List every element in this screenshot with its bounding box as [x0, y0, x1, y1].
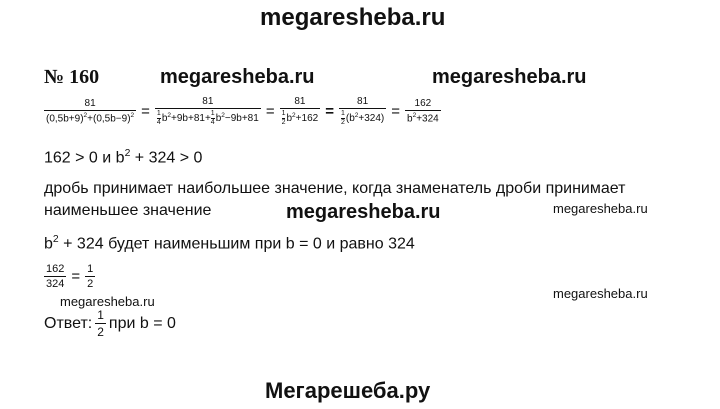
watermark-bottom: Мегарешеба.ру — [265, 378, 431, 403]
fraction-4-numerator: 81 — [357, 96, 369, 107]
fraction-4 — [339, 96, 386, 127]
answer-numerator: 1 — [97, 308, 104, 322]
ratio-equation — [44, 263, 95, 290]
answer-denominator: 2 — [97, 325, 104, 339]
equation-chain — [44, 96, 441, 127]
watermark-row1-a: megaresheba.ru — [160, 66, 315, 88]
equals-sign: = — [71, 268, 81, 285]
explanation-line-2: наименьшее значение — [44, 202, 212, 219]
answer-rest: при b = 0 — [108, 314, 176, 332]
watermark-row1-b: megaresheba.ru — [432, 66, 587, 88]
fraction-2-denominator: $\frac{1}{4}$ $b^2+9b+81+$ $\frac{1}{4}$ $b^2-9b+81$ — [156, 110, 259, 126]
equals-sign: = — [265, 103, 275, 120]
ratio-denominator-2: 2 — [87, 278, 94, 290]
watermark-left-lower: megaresheba.ru — [60, 294, 155, 309]
inequality-line: 162 > 0 и $b^2 + 324 > 0$ — [44, 148, 203, 167]
answer-line — [44, 308, 176, 339]
fraction-2 — [155, 96, 261, 127]
fraction-5-denominator: $b^2+324$ — [407, 112, 439, 125]
answer-label: Ответ: — [44, 314, 93, 332]
minimum-line: $b^2 + 324$ будет наименьшим при b = 0 и равно 324 — [44, 234, 415, 253]
watermark-middle-small: megaresheba.ru — [553, 201, 648, 216]
fraction-5-numerator: 162 — [414, 98, 432, 110]
watermark-middle: megaresheba.ru — [286, 201, 441, 223]
ratio-denominator-1: 324 — [46, 278, 65, 290]
ratio-numerator-2: 1 — [87, 263, 94, 275]
fraction-1-denominator: $(0,5b+9)^2+(0,5b-9)^2$ — [46, 112, 135, 125]
fraction-3 — [280, 96, 321, 127]
explanation-line-1: дробь принимает наибольшее значение, когда знаменатель дроби принимает — [44, 180, 626, 197]
fraction-3-numerator: 81 — [294, 96, 306, 107]
equals-sign: = — [325, 103, 334, 120]
equals-sign: = — [391, 103, 401, 120]
fraction-4-denominator: $\frac{1}{2}$ $(b^2+324)$ — [340, 110, 385, 126]
fraction-1 — [44, 98, 136, 124]
fraction-5 — [405, 98, 441, 124]
fraction-1-numerator: 81 — [84, 98, 96, 110]
watermark-right-lower: megaresheba.ru — [553, 286, 648, 301]
equals-sign: = — [141, 103, 150, 120]
ratio-numerator-1: 162 — [46, 263, 65, 275]
problem-number: № 160 — [44, 66, 100, 88]
fraction-3-denominator: $\frac{1}{2}$ $b^2+162$ — [281, 110, 319, 126]
fraction-2-numerator: 81 — [202, 96, 214, 107]
watermark-top: megaresheba.ru — [260, 4, 446, 31]
